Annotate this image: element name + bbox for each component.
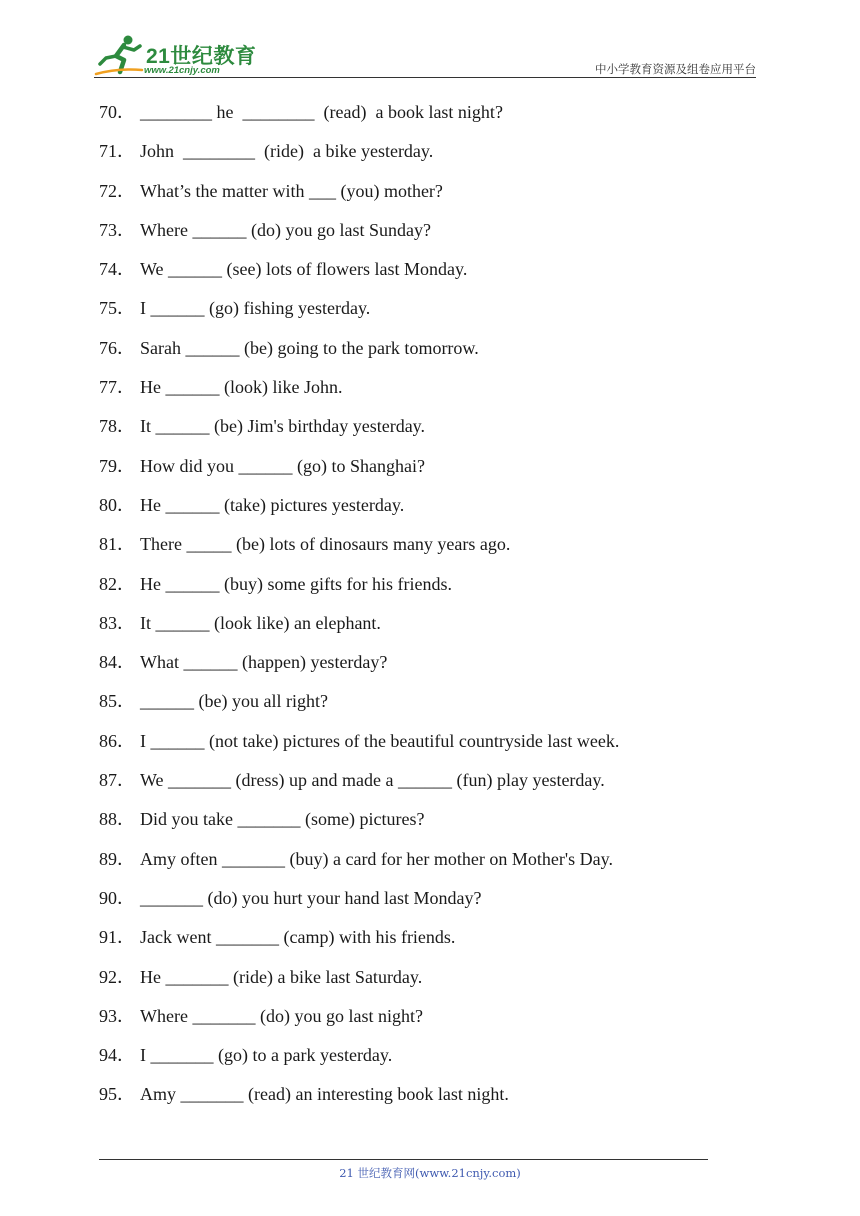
question-text: What ______ (happen) yesterday? xyxy=(140,652,388,673)
question-number: 87． xyxy=(99,770,135,791)
question-number: 88． xyxy=(99,809,135,830)
question-number: 90． xyxy=(99,887,135,908)
question-number: 82． xyxy=(99,573,135,594)
question-number: 72． xyxy=(99,180,135,201)
question-text: There _____ (be) lots of dinosaurs many years ago. xyxy=(140,534,511,555)
question-text: It ______ (be) Jim's birthday yesterday. xyxy=(140,416,426,437)
question-text: John ________ (ride) a bike yesterday. xyxy=(140,141,434,162)
question-text: Where _______ (do) you go last night? xyxy=(140,1005,423,1026)
question-item xyxy=(99,373,619,412)
header-slogan: 中小学教育资源及组卷应用平台 xyxy=(595,62,756,76)
question-number: 76． xyxy=(99,337,135,358)
question-number: 74． xyxy=(99,259,135,280)
question-number: 85． xyxy=(99,691,135,712)
question-item xyxy=(99,412,619,451)
question-item xyxy=(99,294,619,333)
question-number: 93． xyxy=(99,1005,135,1026)
question-text: I _______ (go) to a park yesterday. xyxy=(140,1045,393,1066)
question-item xyxy=(99,570,619,609)
question-text: He _______ (ride) a bike last Saturday. xyxy=(140,966,423,987)
question-item xyxy=(99,1080,619,1119)
question-number: 77． xyxy=(99,377,135,398)
question-text: It ______ (look like) an elephant. xyxy=(140,612,381,633)
question-item xyxy=(99,687,619,726)
question-text: We ______ (see) lots of flowers last Monday. xyxy=(140,259,468,280)
logo-url: www.21cnjy.com xyxy=(144,65,220,76)
question-text: He ______ (buy) some gifts for his friends. xyxy=(140,573,452,594)
footer-text: 21 世纪教育网(www.21cnjy.com) xyxy=(339,1166,521,1180)
question-number: 75． xyxy=(99,298,135,319)
question-text: I ______ (go) fishing yesterday. xyxy=(140,298,371,319)
question-number: 95． xyxy=(99,1084,135,1105)
question-item xyxy=(99,530,619,569)
question-number: 94． xyxy=(99,1045,135,1066)
footer-divider xyxy=(99,1159,708,1160)
question-text: What’s the matter with ___ (you) mother? xyxy=(140,180,443,201)
question-list xyxy=(99,98,619,1120)
question-text: Did you take _______ (some) pictures? xyxy=(140,809,425,830)
question-number: 78． xyxy=(99,416,135,437)
question-text: Amy _______ (read) an interesting book last night. xyxy=(140,1084,509,1105)
page-header xyxy=(94,34,756,78)
question-text: _______ (do) you hurt your hand last Monday? xyxy=(140,887,482,908)
question-number: 79． xyxy=(99,455,135,476)
question-number: 86． xyxy=(99,730,135,751)
question-text: We _______ (dress) up and made a ______ (fun) play yesterday. xyxy=(140,770,605,791)
question-text: Jack went _______ (camp) with his friends. xyxy=(140,927,456,948)
question-item xyxy=(99,452,619,491)
question-text: He ______ (look) like John. xyxy=(140,377,343,398)
question-item xyxy=(99,923,619,962)
question-number: 80． xyxy=(99,494,135,515)
question-item xyxy=(99,491,619,530)
question-item xyxy=(99,766,619,805)
question-item xyxy=(99,334,619,373)
question-text: He ______ (take) pictures yesterday. xyxy=(140,494,405,515)
question-item xyxy=(99,963,619,1002)
question-text: Amy often _______ (buy) a card for her mother on Mother's Day. xyxy=(140,848,613,869)
question-text: I ______ (not take) pictures of the beautiful countryside last week. xyxy=(140,730,620,751)
header-divider xyxy=(94,77,756,78)
question-item xyxy=(99,177,619,216)
question-item xyxy=(99,727,619,766)
question-item xyxy=(99,884,619,923)
question-number: 81． xyxy=(99,534,135,555)
question-number: 89． xyxy=(99,848,135,869)
runner-logo-icon xyxy=(94,34,146,78)
question-text: ______ (be) you all right? xyxy=(140,691,328,712)
question-item xyxy=(99,805,619,844)
question-number: 83． xyxy=(99,612,135,633)
logo-text: 21世纪教育 xyxy=(146,45,257,68)
question-text: ________ he ________ (read) a book last night? xyxy=(140,102,503,122)
question-number: 71． xyxy=(99,141,135,162)
question-number: 84． xyxy=(99,652,135,673)
question-item xyxy=(99,137,619,176)
question-text: Where ______ (do) you go last Sunday? xyxy=(140,219,431,240)
question-item xyxy=(99,1002,619,1041)
question-item xyxy=(99,98,619,137)
question-number: 73． xyxy=(99,219,135,240)
question-number: 91． xyxy=(99,927,135,948)
question-item xyxy=(99,255,619,294)
question-item xyxy=(99,216,619,255)
question-item xyxy=(99,845,619,884)
question-number: 92． xyxy=(99,966,135,987)
question-text: How did you ______ (go) to Shanghai? xyxy=(140,455,425,476)
question-text: Sarah ______ (be) going to the park tomorrow. xyxy=(140,337,479,358)
question-item xyxy=(99,648,619,687)
question-item xyxy=(99,609,619,648)
question-item xyxy=(99,1041,619,1080)
question-number: 70． xyxy=(99,102,135,122)
logo xyxy=(94,34,264,78)
